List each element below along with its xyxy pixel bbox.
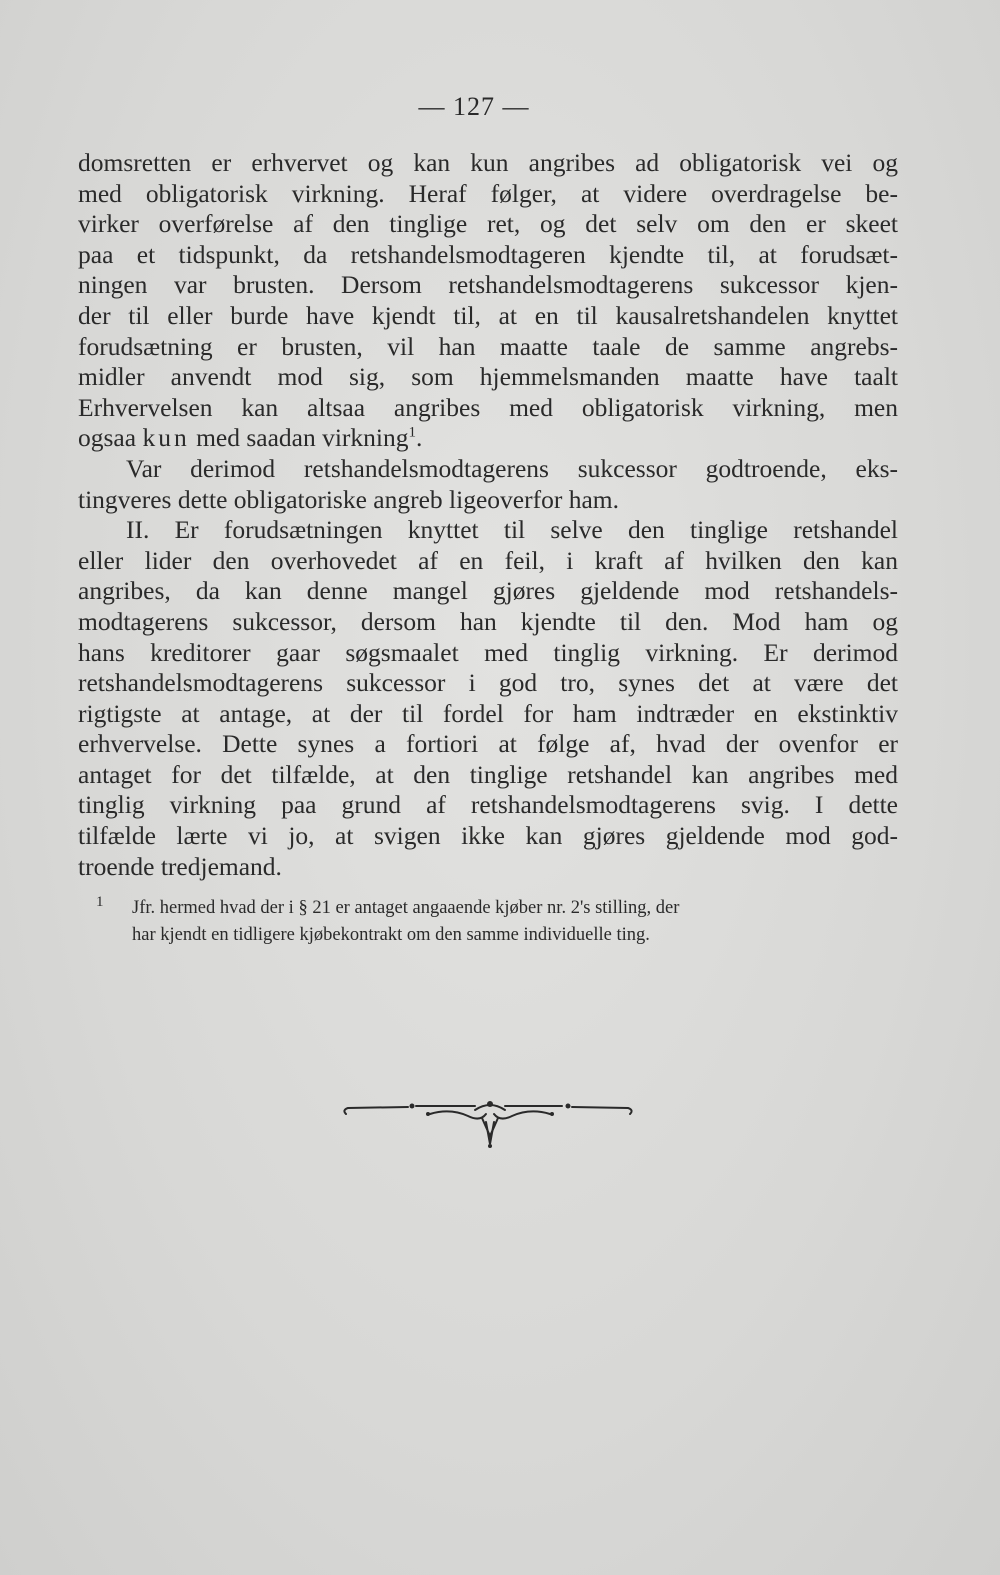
text-fragment: med saadan virkning <box>189 423 409 453</box>
text-fragment: ogsaa <box>78 423 143 453</box>
page-number: — 127 — <box>418 92 530 121</box>
emphasized-word: kun <box>142 423 190 453</box>
text-line: ningen var brusten. Dersom retshandelsmodtagerens sukcessor kjen- <box>78 270 898 300</box>
text-line: tinglig virkning paa grund af retshandelsmodtagerens svig. I dette <box>78 790 898 820</box>
text-line: med obligatorisk virkning. Heraf følger, at videre overdragelse be- <box>78 178 898 208</box>
text-line: angribes, da kan denne mangel gjøres gjeldende mod retshandels- <box>78 576 898 606</box>
footnote-line: 1 Jfr. hermed hvad der i § 21 er antaget angaaende kjøber nr. 2's stilling, der <box>96 893 680 918</box>
text-line: der til eller burde have kjendt til, at en til kausalretshandelen knyttet <box>78 300 898 330</box>
text-fragment: . <box>416 423 423 453</box>
text-line: tilfælde lærte vi jo, at svigen ikke kan gjøres gjeldende mod god- <box>78 821 898 851</box>
text-line: erhvervelse. Dette synes a fortiori at følge af, hvad der ovenfor er <box>78 729 898 759</box>
text-line: domsretten er erhvervet og kan kun angribes ad obligatorisk vei og <box>78 148 898 177</box>
footnote-text: Jfr. hermed hvad der i § 21 er antaget angaaende kjøber nr. 2's stilling, der <box>132 898 680 918</box>
text-line: rigtigste at antage, at der til fordel for ham indtræder en ekstinktiv <box>78 698 898 728</box>
text-line: II. Er forudsætningen knyttet til selve den tinglige retshandel <box>126 515 898 545</box>
text-line <box>78 423 898 454</box>
text-line: midler anvendt mod sig, som hjemmelsmanden maatte have taalt <box>78 362 898 392</box>
text-line: antaget for det tilfælde, at den tinglige retshandel kan angribes med <box>78 759 898 789</box>
body-text <box>78 148 898 882</box>
typographic-dash-ornament-icon <box>340 1096 640 1152</box>
text-line: virker overførelse af den tinglige ret, og det selv om den er skeet <box>78 209 898 239</box>
footnote-reference: 1 <box>408 424 417 441</box>
text-line: paa et tidspunkt, da retshandelsmodtageren kjendte til, at forudsæt- <box>78 239 898 269</box>
footnote-line: har kjendt en tidligere kjøbekontrakt om den samme individuelle ting. <box>132 925 650 945</box>
text-line: Erhvervelsen kan altsaa angribes med obligatorisk virkning, men <box>78 392 898 422</box>
text-line: hans kreditorer gaar søgsmaalet med tinglig virkning. Er derimod <box>78 637 898 667</box>
footnote <box>96 895 896 949</box>
text-line: tingveres dette obligatoriske angreb ligeoverfor ham. <box>78 484 619 514</box>
text-line: modtagerens sukcessor, dersom han kjendte til den. Mod ham og <box>78 606 898 636</box>
text-line: Var derimod retshandelsmodtagerens sukcessor godtroende, eks- <box>126 453 898 483</box>
text-line: retshandelsmodtagerens sukcessor i god tro, synes det at være det <box>78 668 898 698</box>
text-line: forudsætning er brusten, vil han maatte taale de samme angrebs- <box>78 331 898 361</box>
text-line: eller lider den overhovedet af en feil, i kraft af hvilken den kan <box>78 545 898 575</box>
text-line: troende tredjemand. <box>78 851 282 881</box>
